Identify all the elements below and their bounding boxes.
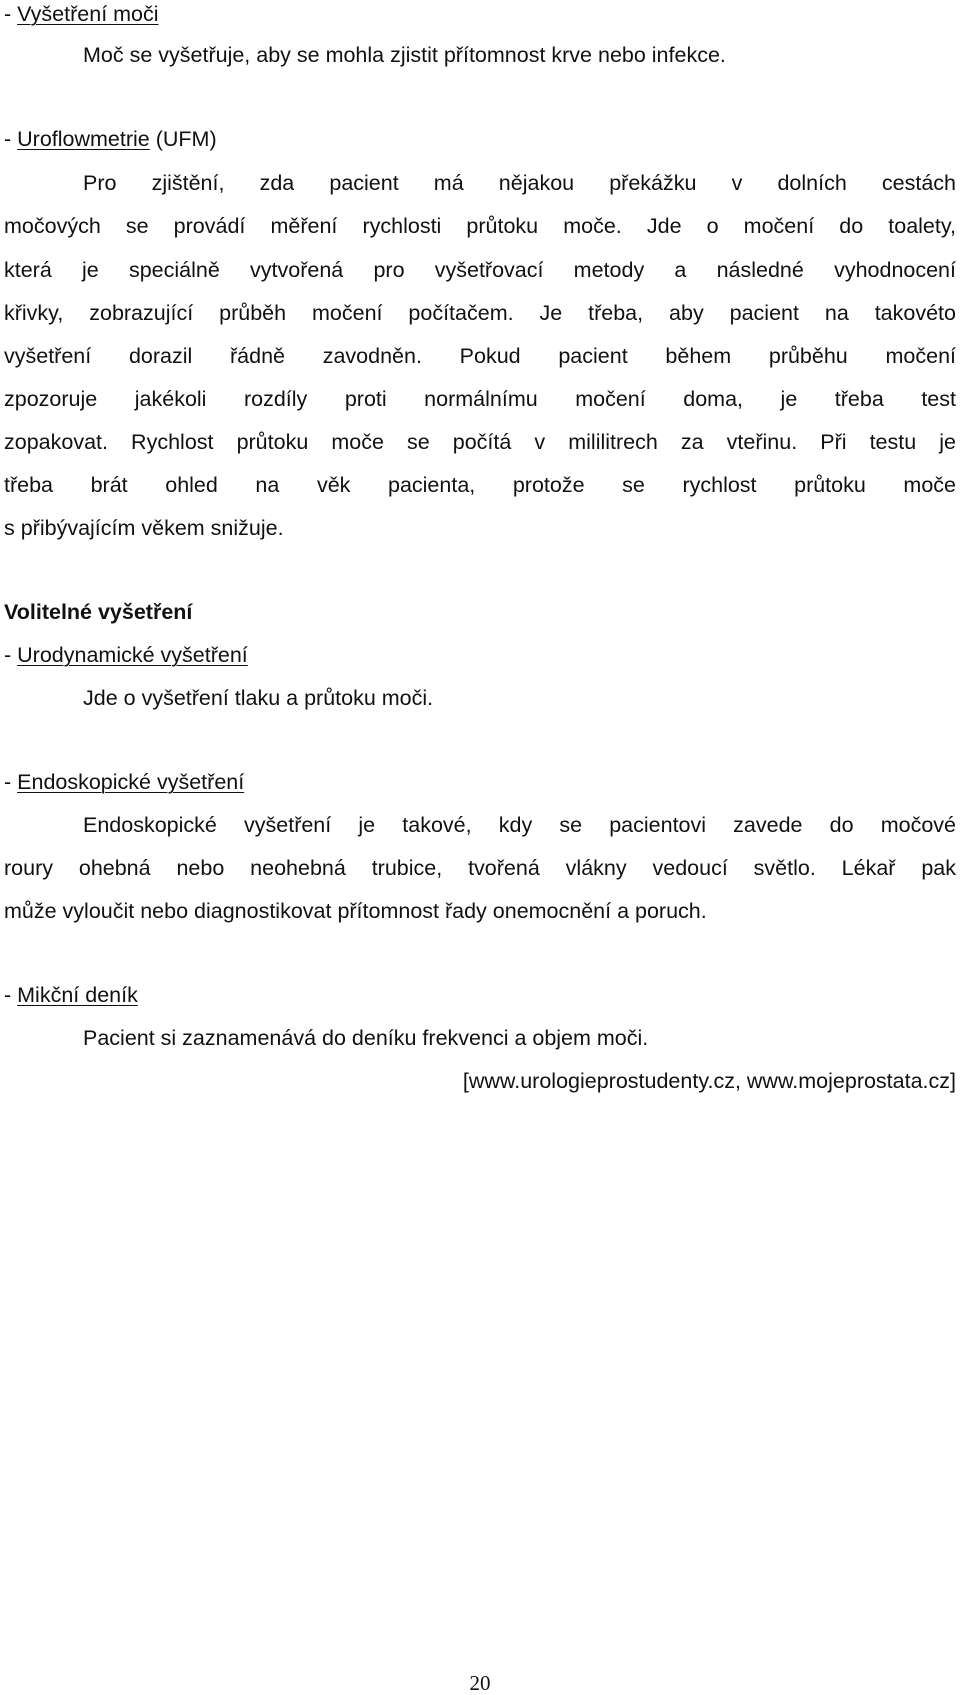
endoscopic-heading: Endoskopické vyšetření xyxy=(17,770,245,794)
diary-heading-line xyxy=(4,985,138,1007)
endoscopic-line-1: Endoskopické vyšetření je takové, kdy se pacientovi zavede do močové xyxy=(83,813,956,837)
dash: - xyxy=(4,127,18,151)
uroflowmetry-line-4: křivky, zobrazující průběh močení počítačem. Je třeba, aby pacient na takovéto xyxy=(4,301,956,325)
dash: - xyxy=(4,643,18,667)
urodynamic-heading-line xyxy=(4,645,248,667)
uroflowmetry-heading-line xyxy=(4,129,217,151)
diary-text: Pacient si zaznamenává do deníku frekvenci a objem moči. xyxy=(83,1026,649,1050)
uroflowmetry-line-7: zopakovat. Rychlost průtoku moče se počítá v mililitrech za vteřinu. Při testu je xyxy=(4,430,956,454)
uroflowmetry-line-9: s přibývajícím věkem snižuje. xyxy=(4,516,284,540)
uroflowmetry-line-3: která je speciálně vytvořená pro vyšetřovací metody a následné vyhodnocení xyxy=(4,258,956,282)
urodynamic-heading: Urodynamické vyšetření xyxy=(17,643,248,667)
dash: - xyxy=(4,983,18,1007)
page-number: 20 xyxy=(469,1671,491,1695)
uroflowmetry-line-5: vyšetření dorazil řádně zavodněn. Pokud pacient během průběhu močení xyxy=(4,344,956,368)
optional-exams-heading: Volitelné vyšetření xyxy=(4,600,193,624)
endoscopic-line-3: může vyloučit nebo diagnostikovat přítomnost řady onemocnění a poruch. xyxy=(4,899,707,923)
diary-heading: Mikční deník xyxy=(17,983,138,1007)
urine-exam-text: Moč se vyšetřuje, aby se mohla zjistit přítomnost krve nebo infekce. xyxy=(83,43,726,67)
urine-exam-heading-line xyxy=(4,4,159,26)
uroflowmetry-line-2: močových se provádí měření rychlosti průtoku moče. Jde o močení do toalety, xyxy=(4,214,956,238)
urine-exam-heading: Vyšetření moči xyxy=(17,2,159,26)
dash: - xyxy=(4,770,18,794)
urodynamic-text: Jde o vyšetření tlaku a průtoku moči. xyxy=(83,686,434,710)
uroflowmetry-line-6: zpozoruje jakékoli rozdíly proti normálnímu močení doma, je třeba test xyxy=(4,387,956,411)
source-citation: [www.urologieprostudenty.cz, www.mojeprostata.cz] xyxy=(462,1069,956,1093)
uroflowmetry-line-8: třeba brát ohled na věk pacienta, protože se rychlost průtoku moče xyxy=(4,473,956,497)
uroflowmetry-line-1: Pro zjištění, zda pacient má nějakou překážku v dolních cestách xyxy=(83,171,956,195)
endoscopic-line-2: roury ohebná nebo neohebná trubice, tvořená vlákny vedoucí světlo. Lékař pak xyxy=(4,856,956,880)
uroflowmetry-abbrev: (UFM) xyxy=(149,127,217,151)
dash: - xyxy=(4,2,18,26)
uroflowmetry-heading: Uroflowmetrie xyxy=(17,127,150,151)
endoscopic-heading-line xyxy=(4,772,244,794)
